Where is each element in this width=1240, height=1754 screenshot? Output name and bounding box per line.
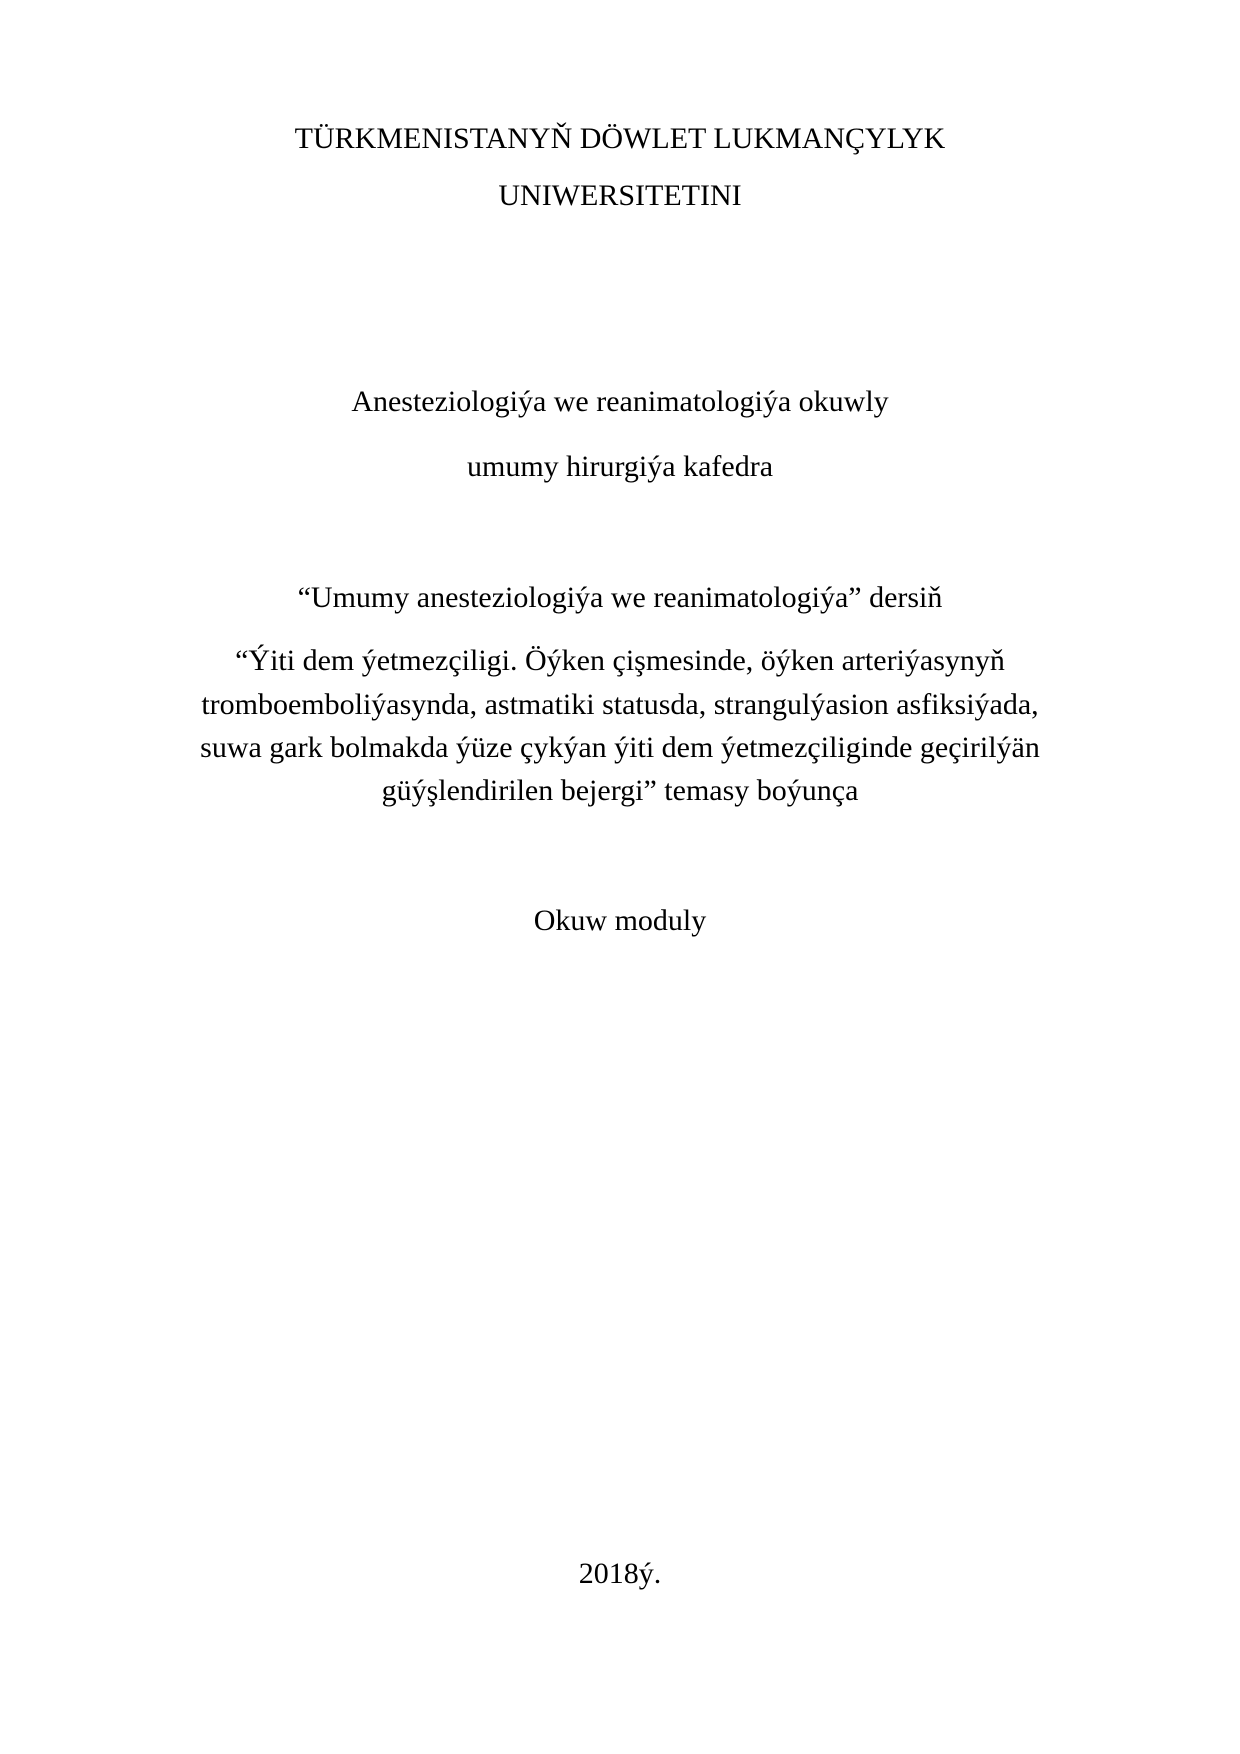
publication-year: 2018ý. [578,1557,662,1590]
document-type: Okuw moduly [533,904,707,937]
topic-line-1: “Ýiti dem ýetmezçiligi. Öýken çişmesinde, öýken arteriýasynyň [235,644,1005,677]
topic-line-3: suwa gark bolmakda ýüze çykýan ýiti dem ýetmezçiliginde geçirilýän [200,731,1040,764]
university-name-line-1: TÜRKMENISTANYŇ DÖWLET LUKMANÇYLYK [294,122,946,155]
university-name-line-2: UNIWERSITETINI [498,179,742,212]
topic-line-4: güýşlendirilen bejergi” temasy boýunça [381,774,859,807]
department-name-line-1: Anesteziologiýa we reanimatologiýa okuwly [351,385,889,418]
topic-line-2: tromboemboliýasynda, astmatiki statusda, strangulýasion asfiksiýada, [201,688,1039,721]
course-title: “Umumy anesteziologiýa we reanimatologiýa” dersiň [297,581,943,614]
department-name-line-2: umumy hirurgiýa kafedra [466,450,774,483]
